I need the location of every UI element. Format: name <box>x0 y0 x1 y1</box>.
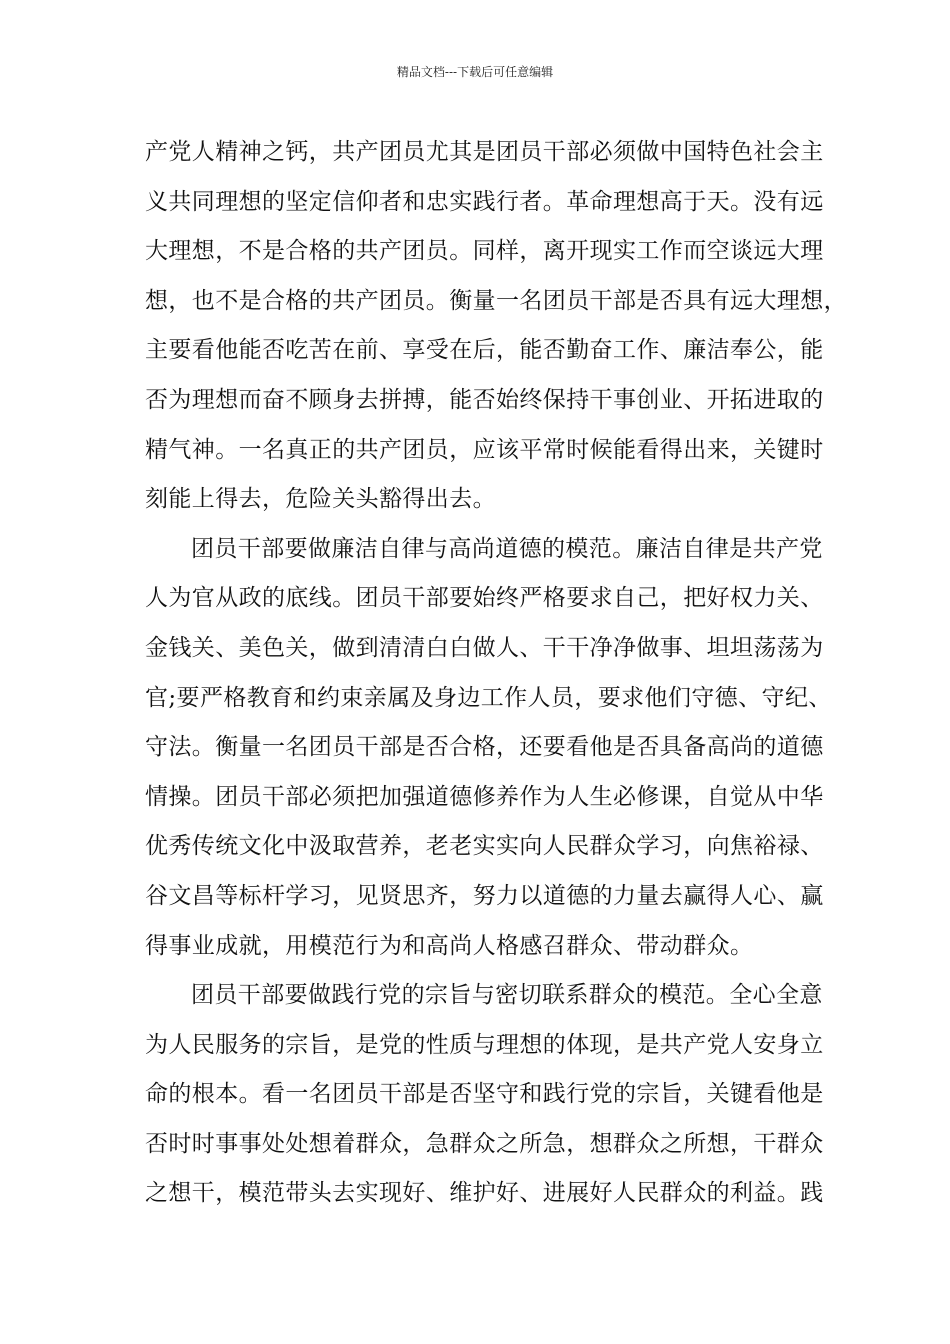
text-line: 之想干，模范带头去实现好、维护好、进展好人民群众的利益。践 <box>145 1180 824 1207</box>
text-line: 刻能上得去，危险关头豁得出去。 <box>145 486 496 513</box>
text-line: 义共同理想的坚定信仰者和忠实践行者。革命理想高于天。没有远 <box>145 188 824 215</box>
paragraph-start-line: 团员干部要做廉洁自律与高尚道德的模范。廉洁自律是共产党 <box>191 535 823 562</box>
text-line: 命的根本。看一名团员干部是否坚守和践行党的宗旨，关键看他是 <box>145 1081 824 1108</box>
document-body <box>145 128 847 1219</box>
text-line: 金钱关、美色关，做到清清白白做人、干干净净做事、坦坦荡荡为 <box>145 634 824 661</box>
text-line: 谷文昌等标杆学习，见贤思齐，努力以道德的力量去赢得人心、赢 <box>145 882 824 909</box>
text-line: 情操。团员干部必须把加强道德修养作为人生必修课，自觉从中华 <box>145 783 824 810</box>
text-line: 官;要严格教育和约束亲属及身边工作人员，要求他们守德、守纪、 <box>145 684 832 711</box>
text-line: 想，也不是合格的共产团员。衡量一名团员干部是否具有远大理想， <box>145 287 847 314</box>
text-line: 主要看他能否吃苦在前、享受在后，能否勤奋工作、廉洁奉公，能 <box>145 337 824 364</box>
text-line: 守法。衡量一名团员干部是否合格，还要看他是否具备高尚的道德 <box>145 734 824 761</box>
text-line: 得事业成就，用模范行为和高尚人格感召群众、带动群众。 <box>145 932 754 959</box>
page-header: 精品文档---下载后可任意编辑 <box>396 65 554 79</box>
text-line: 精气神。一名真正的共产团员，应该平常时候能看得出来，关键时 <box>145 436 824 463</box>
text-line: 大理想，不是合格的共产团员。同样，离开现实工作而空谈远大理 <box>145 238 824 265</box>
text-line: 为人民服务的宗旨，是党的性质与理想的体现，是共产党人安身立 <box>145 1031 824 1058</box>
text-line: 否时时事事处处想着群众，急群众之所急，想群众之所想，干群众 <box>145 1130 824 1157</box>
text-line: 人为官从政的底线。团员干部要始终严格要求自己，把好权力关、 <box>145 585 824 612</box>
text-line: 否为理想而奋不顾身去拼搏，能否始终保持干事创业、开拓进取的 <box>145 386 824 413</box>
text-line: 产党人精神之钙，共产团员尤其是团员干部必须做中国特色社会主 <box>145 139 824 165</box>
paragraph-start-line: 团员干部要做践行党的宗旨与密切联系群众的模范。全心全意 <box>191 982 823 1009</box>
text-line: 优秀传统文化中汲取营养，老老实实向人民群众学习，向焦裕禄、 <box>145 833 824 860</box>
